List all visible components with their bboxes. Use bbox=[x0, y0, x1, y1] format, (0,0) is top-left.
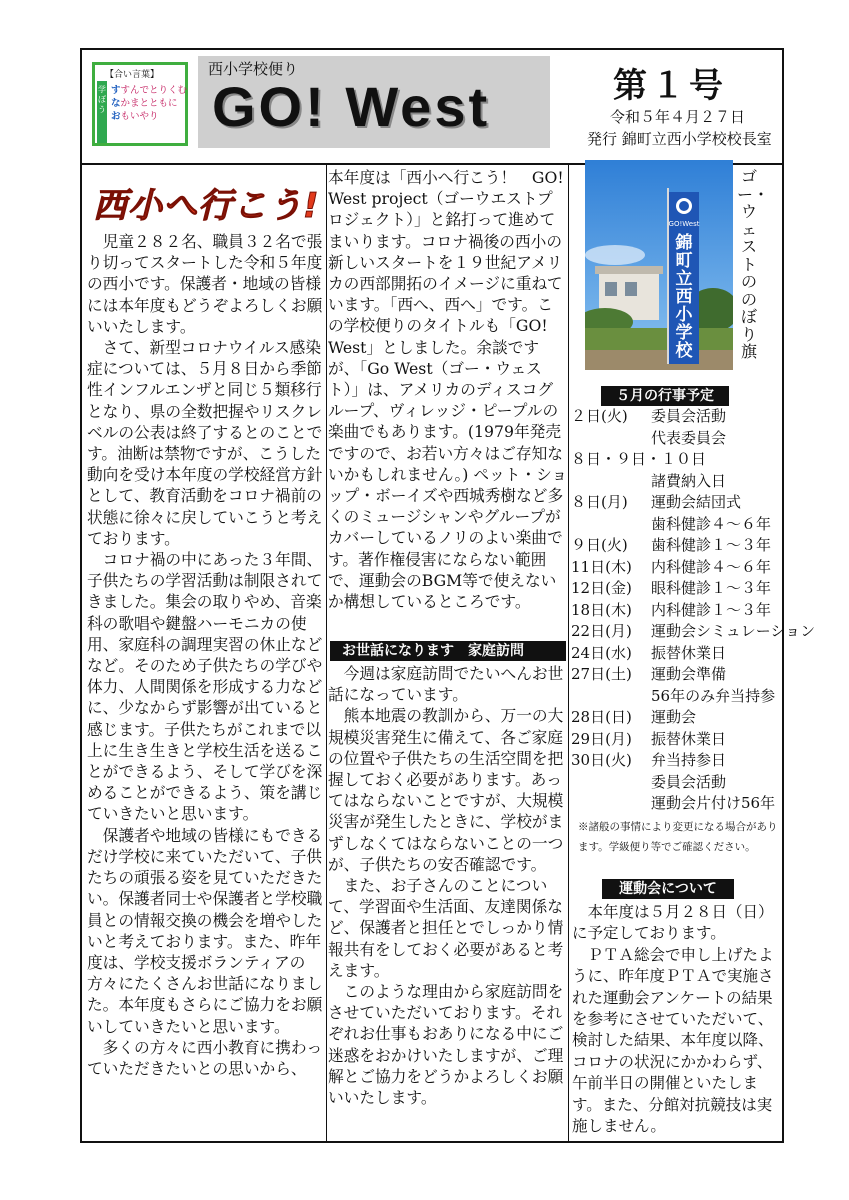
intro-paragraph: 本年度は「西小へ行こう！ GO! West project（ゴーウエストプロジェクト）」と銘打って進めてまいります。コロナ禍後の西小の新しいスタートを１９世紀アメリカの西部開拓のイメージに重ねています。「西へ、西へ」です。この学校便りのタイトルも「GO! West」としました。余談ですが、「Go West（ゴー・ウェスト）」は、アメリカのディスコグループ、ヴィレッジ・ピープルの楽曲でもあります。(1979年発売ですので、お若い方々はご存知ないかもしれません。) ペット・ショップ・ボーイズや西城秀樹など多くのミュージシャンやグループがカバーしているノリのよい楽曲です。著作権侵害にならない範囲で、運動会のBGM等で使えないか構想しているところです。 bbox=[328, 168, 568, 612]
schedule-row bbox=[571, 428, 781, 450]
schedule-row bbox=[571, 578, 781, 600]
schedule-event: 振替休業日 bbox=[651, 643, 727, 662]
schedule-event: 運動会シミュレーション bbox=[651, 622, 816, 640]
schedule-date: 24日(水) bbox=[571, 643, 632, 662]
schedule-date: ２日(火) bbox=[571, 407, 628, 425]
home-visit-body bbox=[328, 663, 568, 1108]
flag-label: GO!West bbox=[668, 220, 700, 228]
schedule-row bbox=[571, 729, 781, 751]
schedule-event: 歯科健診１～３年 bbox=[651, 536, 772, 554]
schedule-date: 22日(月) bbox=[571, 622, 632, 640]
home-visit-heading-text: お世話になります 家庭訪問 bbox=[342, 643, 524, 659]
schedule-date: 27日(土) bbox=[571, 665, 632, 683]
paragraph: 本年度は５月２８日（日）に予定しております。 bbox=[572, 903, 774, 943]
schedule-row bbox=[571, 514, 781, 536]
newsletter-banner bbox=[198, 56, 550, 148]
motto-title: 【合い言葉】 bbox=[105, 70, 160, 80]
schedule-date: 18日(木) bbox=[571, 600, 632, 619]
schedule-row bbox=[571, 772, 781, 794]
schedule-note: ※諸般の事情により変更になる場合があります。学級便り等でご確認ください。 bbox=[578, 821, 778, 853]
schedule-event: 眼科健診１～３年 bbox=[651, 579, 772, 597]
paragraph: コロナ禍の中にあった３年間、子供たちの学習活動は制限されてきました。集会の取りやめ、音楽科の歌唱や鍵盤ハーモニカの使用、家庭科の調理実習の休止などなど。そのため子供たちの学びや体力、人間関係を形成する力などに、少なからず影響が出ていると感じます。子供たちがこれまで以上に生き生きと学校生活を送ることができるよう、そして学びを深めることができるよう、策を講じていきたいと思います。 bbox=[87, 550, 323, 824]
newsletter-title: GO! West bbox=[212, 75, 491, 138]
paragraph: 保護者や地域の皆様にもできるだけ学校に来ていただいて、子供たちの頑張る姿を見ていただきたい。保護者同士や保護者と学校職員との情報交換の機会を増やしたいと考えております。また、昨年度は、学校支援ボランティアの方々にたくさんお世話になりました。本年度もさらにご協力をお願いしていきたいと思います。 bbox=[87, 825, 323, 1036]
flag-photo bbox=[585, 160, 733, 370]
schedule-date: 30日(火) bbox=[571, 751, 632, 769]
schedule-event: 内科健診４～６年 bbox=[651, 557, 772, 576]
schedule-row bbox=[571, 643, 781, 665]
schedule-date: ８日(月) bbox=[571, 493, 628, 511]
schedule-event: 弁当持参日 bbox=[651, 751, 727, 769]
schedule-event: 運動会片付け56年 bbox=[651, 794, 776, 812]
schedule-event: 代表委員会 bbox=[651, 428, 727, 447]
schedule-date: 29日(月) bbox=[571, 729, 632, 748]
paragraph: 多くの方々に西小教育に携わっていただきたいとの思いから、 bbox=[87, 1037, 323, 1078]
newsletter-subtitle: 西小学校便り bbox=[208, 60, 299, 78]
schedule-event: 振替休業日 bbox=[651, 729, 727, 748]
schedule-title: ５月の行事予定 bbox=[601, 386, 729, 406]
schedule-event: 委員会活動 bbox=[651, 772, 727, 791]
column-divider-1 bbox=[326, 165, 327, 1143]
logo-text: 西小へ行こう! bbox=[93, 186, 320, 226]
schedule-date: 12日(金) bbox=[571, 579, 632, 597]
motto-vertical: 学ぼう bbox=[98, 85, 106, 114]
sports-day-title: 運動会について bbox=[602, 879, 734, 899]
paragraph: また、お子さんのことについて、学習面や生活面、友達関係など、保護者と担任とでしっかり情報共有をしておく必要があると考えます。 bbox=[328, 876, 564, 980]
schedule-event: 56年のみ弁当持参 bbox=[651, 686, 776, 705]
schedule-row bbox=[571, 471, 781, 493]
motto-line-1: すすんでとりくむ bbox=[111, 85, 188, 96]
schedule-row bbox=[571, 750, 781, 772]
schedule-row bbox=[571, 600, 781, 622]
paragraph: このような理由から家庭訪問をさせていただいております。それぞれお仕事もおありになる中にご迷惑をおかけいたしますが、ご理解とご協力をどうかよろしくお願いいたします。 bbox=[328, 982, 564, 1108]
sports-day-body bbox=[572, 902, 784, 1137]
schedule-event: 歯科健診４～６年 bbox=[651, 514, 772, 533]
paragraph: 熊本地震の教訓から、万一の大規模災害発生に備えて、各ご家庭の位置や子供たちの生活空間を把握しておく必要があります。あってはならないことですが、大規模災害が発生したときに、学校がまずしなくてはならないことの一つが、子供たちの安否確認です。 bbox=[328, 706, 564, 874]
schedule-event: 運動会結団式 bbox=[651, 493, 742, 511]
issue-number: 第１号 bbox=[613, 66, 727, 106]
motto-line-2: なかまとともに bbox=[111, 98, 178, 109]
publisher: 発行 錦町立西小学校校長室 bbox=[587, 130, 772, 148]
schedule-row bbox=[571, 686, 781, 708]
paragraph: ＰＴＡ総会で申し上げたように、昨年度ＰＴＡで実施された運動会アンケートの結果を参考にさせていただいて、検討した結果、本年度以降、コロナの状況にかかわらず、午前半日の開催といたします。また、分館対抗競技は実施しません。 bbox=[572, 945, 774, 1136]
schedule-row bbox=[571, 449, 781, 471]
schedule-date: 28日(日) bbox=[571, 708, 632, 726]
flag-photo-image bbox=[585, 160, 733, 370]
schedule-row bbox=[571, 492, 781, 514]
home-visit-heading bbox=[330, 641, 566, 661]
schedule-list bbox=[571, 406, 816, 815]
schedule-row bbox=[571, 621, 816, 643]
schedule-row bbox=[571, 535, 781, 557]
column-1 bbox=[87, 231, 325, 1079]
issue-date: 令和５年４月２７日 bbox=[610, 108, 746, 126]
motto-box bbox=[92, 62, 188, 146]
schedule-event: 運動会準備 bbox=[651, 665, 727, 683]
paragraph: 今週は家庭訪問でたいへんお世話になっています。 bbox=[328, 664, 564, 705]
column-divider-2 bbox=[568, 165, 569, 1143]
schedule-date: 11日(木) bbox=[571, 557, 632, 576]
paragraph: 児童２８２名、職員３２名で張り切ってスタートした令和５年度の西小です。保護者・地域の皆様には本年度もどうぞよろしくお願いいたします。 bbox=[87, 232, 323, 336]
schedule-row bbox=[571, 793, 781, 815]
schedule-row bbox=[571, 664, 781, 686]
photo-caption: ゴー・ウェストののぼり旗 bbox=[737, 167, 770, 361]
schedule-event: 内科健診１～３年 bbox=[651, 600, 772, 619]
schedule-row bbox=[571, 707, 781, 729]
schedule-date: ９日(火) bbox=[571, 536, 628, 554]
schedule-row bbox=[571, 557, 781, 579]
schedule-event: 諸費納入日 bbox=[651, 471, 727, 490]
flag-text: 錦町立西小学校 bbox=[675, 233, 693, 361]
schedule-event: 委員会活動 bbox=[651, 407, 727, 425]
schedule-date: ８日・９日・１０日 bbox=[571, 450, 707, 468]
motto-line-3: おもいやり bbox=[111, 111, 159, 122]
column-2 bbox=[328, 167, 568, 612]
paragraph: さて、新型コロナウイルス感染症については、５月８日から季節性インフルエンザと同じ５類移行となり、県の全数把握やリスクレベルの公表は終了するとのことです。油断は禁物ですが、こうした動向を受け本年度の学校経営方針として、教育活動をコロナ禍前の状態に徐々に戻していこうと考えております。 bbox=[87, 338, 323, 548]
schedule-event: 運動会 bbox=[651, 708, 697, 726]
schedule-row bbox=[571, 406, 781, 428]
